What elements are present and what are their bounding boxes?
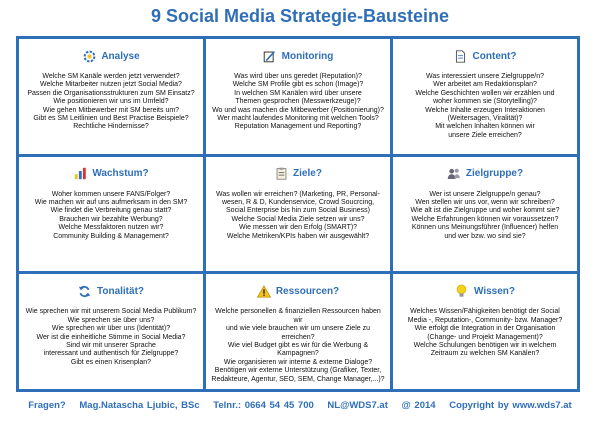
text-line: Welche personellen & finanziellen Ressourcen haben wir (215, 308, 381, 324)
text-line: Reputation Management und Reporting? (234, 123, 362, 131)
text-line: Woher kommen unsere FANS/Folger? (51, 190, 171, 198)
cell-title: Tonalität? (96, 285, 145, 297)
text-line: Welche Geschichten wollen wir erzählen und (415, 89, 555, 97)
footer-name: Mag.Natascha Ljubic, BSc (79, 400, 200, 411)
text-line: Wer ist unsere Zielgruppe/n genau? (429, 190, 541, 198)
footer-year: @ 2014 (401, 400, 436, 411)
text-line: Wer arbeitet am Redaktionsplan? (433, 81, 537, 89)
text-line: Wie sprechen wir mit unserem Social Media Publikum? (25, 308, 197, 316)
text-line: Welche Schulungen benötigen wir in welchem (413, 341, 557, 349)
text-line: Redakteure, Agentur, SEO, SEM, Change Manager,...)? (211, 375, 385, 383)
text-line: Sind wir mit unserer Sprache (66, 341, 156, 349)
cell-tonalitaet (19, 274, 203, 389)
text-line: Wie sprechen wir über uns (Identität)? (51, 325, 171, 333)
text-line: Wie positionieren wir uns im Umfeld? (53, 98, 169, 106)
text-line: Welche SM Kanäle werden jetzt verwendet? (42, 73, 180, 80)
cell-title: Zielgruppe? (465, 168, 524, 180)
text-line: Welche Erfahrungen können wir voraussetzen? (411, 215, 559, 223)
text-line: Wie alt ist die Zielgruppe und woher kommt sie? (410, 207, 560, 215)
lightbulb-icon (455, 284, 469, 298)
edit-note-icon (263, 49, 277, 63)
text-line: Welche Mitarbeiter nutzen jetzt Social Media? (40, 81, 182, 89)
text-line: Social Enterprise bis hin zum Social Business) (226, 207, 370, 215)
cell-body (397, 191, 573, 241)
cell-title: Ressourcen? (275, 285, 340, 297)
text-line: (Weitersagen, Viralität)? (447, 115, 523, 123)
cell-wissen (393, 274, 577, 389)
cell-title: Wissen? (473, 285, 516, 297)
text-line: und wer bzw. wo sind sie? (444, 232, 526, 240)
cell-body (397, 308, 573, 358)
cell-analyse (19, 39, 203, 154)
text-line: (Change- und Projekt Management)? (427, 333, 543, 341)
text-line: Community Building & Management? (53, 232, 169, 240)
text-line: Wen stellen wir uns vor, wenn wir schreiben? (415, 199, 555, 207)
footer-copyright[interactable]: Copyright by www.wds7.at (449, 400, 572, 411)
document-icon (454, 49, 468, 63)
text-line: Was interessiert unsere Zielgruppe/n? (425, 73, 545, 80)
footer-phone: Telnr.: 0664 54 45 700 (213, 400, 314, 411)
strategy-grid (16, 36, 580, 392)
text-line: Wer macht laufendes Monitoring mit welchen Tools? (217, 115, 379, 123)
refresh-arrows-icon (78, 284, 92, 298)
cell-wachstum (19, 157, 203, 272)
text-line: Welche Social Media Ziele setzen wir uns? (231, 215, 365, 223)
text-line: Wie organisieren wir interne & externe Dialoge? (223, 358, 373, 366)
bar-chart-icon (73, 167, 87, 181)
cell-title: Content? (472, 50, 517, 62)
footer-email[interactable]: NL@WDS7.at (327, 400, 388, 411)
text-line: Wie sprechen sie über uns? (67, 316, 155, 324)
text-line: interessant und authentisch für Zielgruppe? (43, 350, 179, 358)
text-line: Wer ist die einheitliche Stimme in Social Media? (36, 333, 186, 341)
text-line: Wie machen wir auf uns aufmerksam in den SM? (34, 199, 188, 207)
cell-body (23, 191, 199, 241)
text-line: Wo und was machen die Mitbewerber (Positionierung)? (212, 106, 384, 114)
text-line: Media -, Reputation-, Community- bzw. Manager? (407, 316, 563, 324)
cell-body (210, 73, 386, 132)
page-title: 9 Social Media Strategie-Bausteine (150, 6, 450, 26)
cell-body (23, 308, 199, 367)
text-line: Wie findet die Verbreitung genau statt? (50, 207, 172, 215)
text-line: und wie viele brauchen wir um unsere Ziele zu erreichen? (226, 325, 370, 341)
cell-zielgruppe (393, 157, 577, 272)
text-line: Welche Messfaktoren nutzen wir? (58, 224, 164, 232)
text-line: Themen gesprochen (Messwerkzeuge)? (235, 98, 361, 106)
text-line: Was wird über uns geredet (Reputation)? (234, 73, 362, 80)
text-line: Welche Metriken/KPIs haben wir ausgewählt? (226, 232, 370, 240)
text-line: Benötigen wir externe Unterstützung (Grafiker, Texter, (214, 367, 382, 375)
warning-icon (257, 284, 271, 298)
text-line: In welchen SM Kanälen wird über unsere (234, 89, 362, 97)
text-line: Gibt es einen Krisenplan? (70, 358, 152, 366)
gear-cog-icon (82, 49, 96, 63)
text-line: Welche Inhalte erzeugen Interaktionen (425, 106, 545, 114)
text-line: Wie viel Budget gibt es wir für die Werbung & Kampagnen? (227, 341, 369, 358)
cell-title: Wachstum? (92, 168, 149, 180)
footer-questions: Fragen? (28, 400, 66, 411)
cell-body (210, 191, 386, 241)
cell-title: Ziele? (293, 168, 322, 180)
text-line: Wie erfolgt die Integration in der Organisation (414, 325, 556, 333)
text-line: Können uns Meinungsführer (Influencer) helfen (411, 224, 559, 232)
cell-title: Analyse (101, 50, 140, 62)
text-line: Was wollen wir erreichen? (Marketing, PR, Personal- (216, 190, 380, 198)
text-line: Welche SM Profile gibt es schon (Image)? (232, 81, 364, 89)
text-line: Rechtliche Hindernisse? (73, 123, 149, 131)
text-line: Wie messen wir den Erfolg (SMART)? (238, 224, 358, 232)
text-line: wesen, R & D, Kundenservice, Crowd Soucrcing, (221, 199, 375, 207)
text-line: Wie gehen Mitbewerber mit SM bereits um? (42, 106, 180, 114)
users-icon (447, 167, 461, 181)
cell-monitoring (206, 39, 390, 154)
text-line: Brauchen wir bezahlte Werbung? (59, 215, 163, 223)
cell-title: Monitoring (281, 50, 334, 62)
cell-ressourcen (206, 274, 390, 389)
text-line: woher kommen sie (Storytelling)? (433, 98, 537, 106)
text-line: unsere Ziele erreichen? (448, 131, 522, 139)
text-line: Mit welchen Inhalten können wir (435, 123, 535, 131)
clipboard-icon (274, 167, 288, 181)
footer (0, 400, 600, 411)
text-line: Welches Wissen/Fähigkeiten benötigt der Social (410, 308, 560, 316)
cell-body (210, 308, 386, 384)
cell-ziele (206, 157, 390, 272)
text-line: Zeitraum zu welchen SM Kanälen? (430, 350, 540, 358)
cell-content (393, 39, 577, 154)
text-line: Gibt es SM Leitlinien und Best Practise Beispiele? (33, 115, 189, 123)
cell-body (397, 73, 573, 140)
cell-body (23, 73, 199, 132)
text-line: Passen die Organisationsstrukturen zum SM Einsatz? (27, 89, 195, 97)
